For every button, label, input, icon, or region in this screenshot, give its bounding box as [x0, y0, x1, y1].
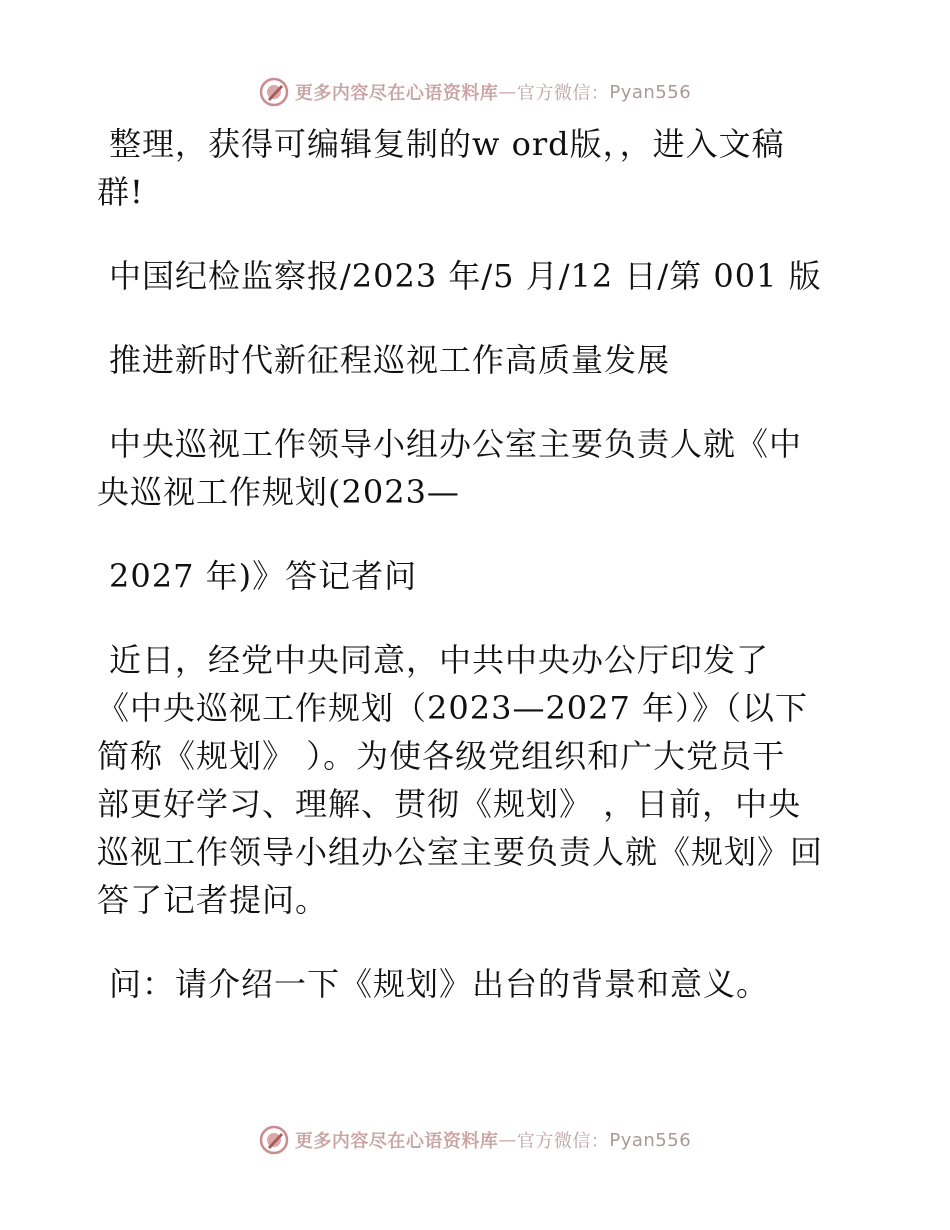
- watermark-separator: —: [498, 81, 517, 103]
- text-line: 央巡视工作规划(2023—: [97, 473, 460, 511]
- text-line: 中国纪检监察报/2023 年/5 月/12 日/第 001 版: [109, 257, 822, 295]
- text-line: 整理，获得可编辑复制的w ord版，，进入文稿: [109, 125, 785, 163]
- article-title: [97, 336, 857, 384]
- text-line: 群!: [97, 173, 144, 211]
- footer-watermark: [0, 1120, 950, 1160]
- brand-logo-icon: [259, 1125, 289, 1155]
- text-line: 推进新时代新征程巡视工作高质量发展: [109, 341, 671, 379]
- text-line: 问：请介绍一下《规划》出台的背景和意义。: [109, 965, 770, 1003]
- watermark-library-name: 更多内容尽在心语资料库: [294, 1131, 499, 1152]
- text-line: 巡视工作领导小组办公室主要负责人就《规划》回: [97, 833, 824, 871]
- watermark-wechat-label: 官方微信：: [516, 1131, 610, 1152]
- document-body: [97, 120, 857, 1044]
- watermark-separator: —: [498, 1129, 517, 1151]
- text-line: 近日，经党中央同意，中共中央办公厅印发了: [109, 641, 770, 679]
- watermark-library-name: 更多内容尽在心语资料库: [294, 83, 499, 104]
- watermark-wechat-id: Pyan556: [609, 81, 692, 103]
- header-watermark: [0, 72, 950, 112]
- text-line: 《中央巡视工作规划（2023—2027 年）》（以下: [97, 689, 809, 727]
- watermark-wechat-label: 官方微信：: [516, 83, 610, 104]
- question-paragraph: [97, 960, 857, 1008]
- body-paragraph: [97, 636, 857, 924]
- article-subtitle: [97, 420, 857, 516]
- text-line: 中央巡视工作领导小组办公室主要负责人就《中: [109, 425, 803, 463]
- text-line: 2027 年)》答记者问: [109, 557, 418, 595]
- intro-paragraph: [97, 120, 857, 216]
- source-line: [97, 252, 857, 300]
- brand-logo-icon: [259, 77, 289, 107]
- watermark-wechat-id: Pyan556: [609, 1129, 692, 1151]
- article-subtitle-continued: [97, 552, 857, 600]
- text-line: 部更好学习、理解、贯彻《规划》 ，日前，中央: [97, 785, 802, 823]
- text-line: 答了记者提问。: [97, 881, 329, 919]
- text-line: 简称《规划》 ）。为使各级党组织和广大党员干: [97, 737, 786, 775]
